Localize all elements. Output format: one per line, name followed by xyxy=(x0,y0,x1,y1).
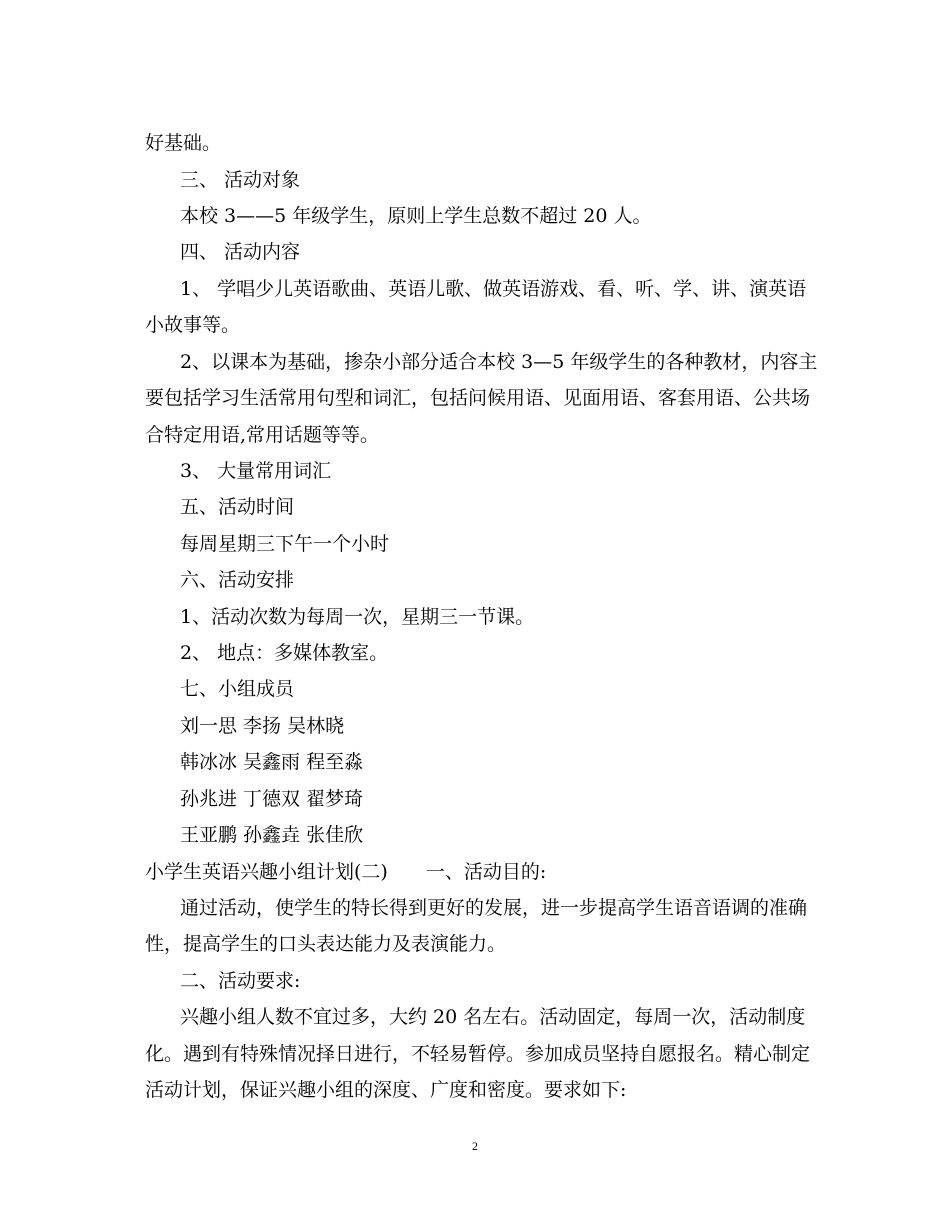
paragraph-line: 合特定用语,常用话题等等。 xyxy=(145,424,380,446)
paragraph-line: 通过活动，使学生的特长得到更好的发展，进一步提高学生语音语调的准确 xyxy=(180,897,808,919)
document-subtitle-line xyxy=(145,860,825,884)
paragraph-line: 活动计划，保证兴趣小组的深度、广度和密度。要求如下: xyxy=(145,1079,627,1101)
paragraph-line: 化。遇到有特殊情况择日进行，不轻易暂停。参加成员坚持自愿报名。精心制定 xyxy=(145,1043,811,1065)
section-heading: 二、活动要求: xyxy=(180,970,301,992)
section-heading: 六、活动安排 xyxy=(180,569,295,591)
paragraph-line: 每周星期三下午一个小时 xyxy=(180,533,390,555)
member-list-line: 孙兆进 丁德双 翟梦琦 xyxy=(180,788,364,810)
member-list-line: 韩冰冰 吴鑫雨 程至淼 xyxy=(180,751,364,773)
section-heading: 三、 活动对象 xyxy=(180,169,301,191)
section-heading: 一、活动目的: xyxy=(425,861,547,883)
paragraph-line: 好基础。 xyxy=(145,132,222,154)
member-list-line: 王亚鹏 孙鑫垚 张佳欣 xyxy=(180,824,364,846)
paragraph-line: 1、 学唱少儿英语歌曲、英语儿歌、做英语游戏、看、听、学、讲、演英语 xyxy=(180,278,807,300)
paragraph-line: 本校 3——5 年级学生，原则上学生总数不超过 20 人。 xyxy=(180,205,652,227)
paragraph-line: 要包括学习生活常用句型和词汇，包括问候用语、见面用语、客套用语、公共场 xyxy=(145,387,811,409)
paragraph-line: 2、以课本为基础，掺杂小部分适合本校 3—5 年级学生的各种教材，内容主 xyxy=(180,351,818,373)
paragraph-line: 3、 大量常用词汇 xyxy=(180,460,332,482)
paragraph-line: 1、活动次数为每周一次，星期三一节课。 xyxy=(180,606,535,628)
paragraph-line: 2、 地点：多媒体教室。 xyxy=(180,642,389,664)
paragraph-line: 兴趣小组人数不宜过多，大约 20 名左右。活动固定，每周一次，活动制度 xyxy=(180,1006,806,1028)
section-heading: 五、活动时间 xyxy=(180,496,295,518)
member-list-line: 刘一思 李扬 吴林晓 xyxy=(180,715,345,737)
paragraph-line: 小故事等。 xyxy=(145,314,241,336)
section-heading: 四、 活动内容 xyxy=(180,241,301,263)
page-number: 2 xyxy=(472,1139,478,1153)
paragraph-line: 性，提高学生的口头表达能力及表演能力。 xyxy=(145,933,507,955)
document-subtitle: 小学生英语兴趣小组计划(二) xyxy=(145,861,388,883)
section-heading: 七、小组成员 xyxy=(180,678,295,700)
